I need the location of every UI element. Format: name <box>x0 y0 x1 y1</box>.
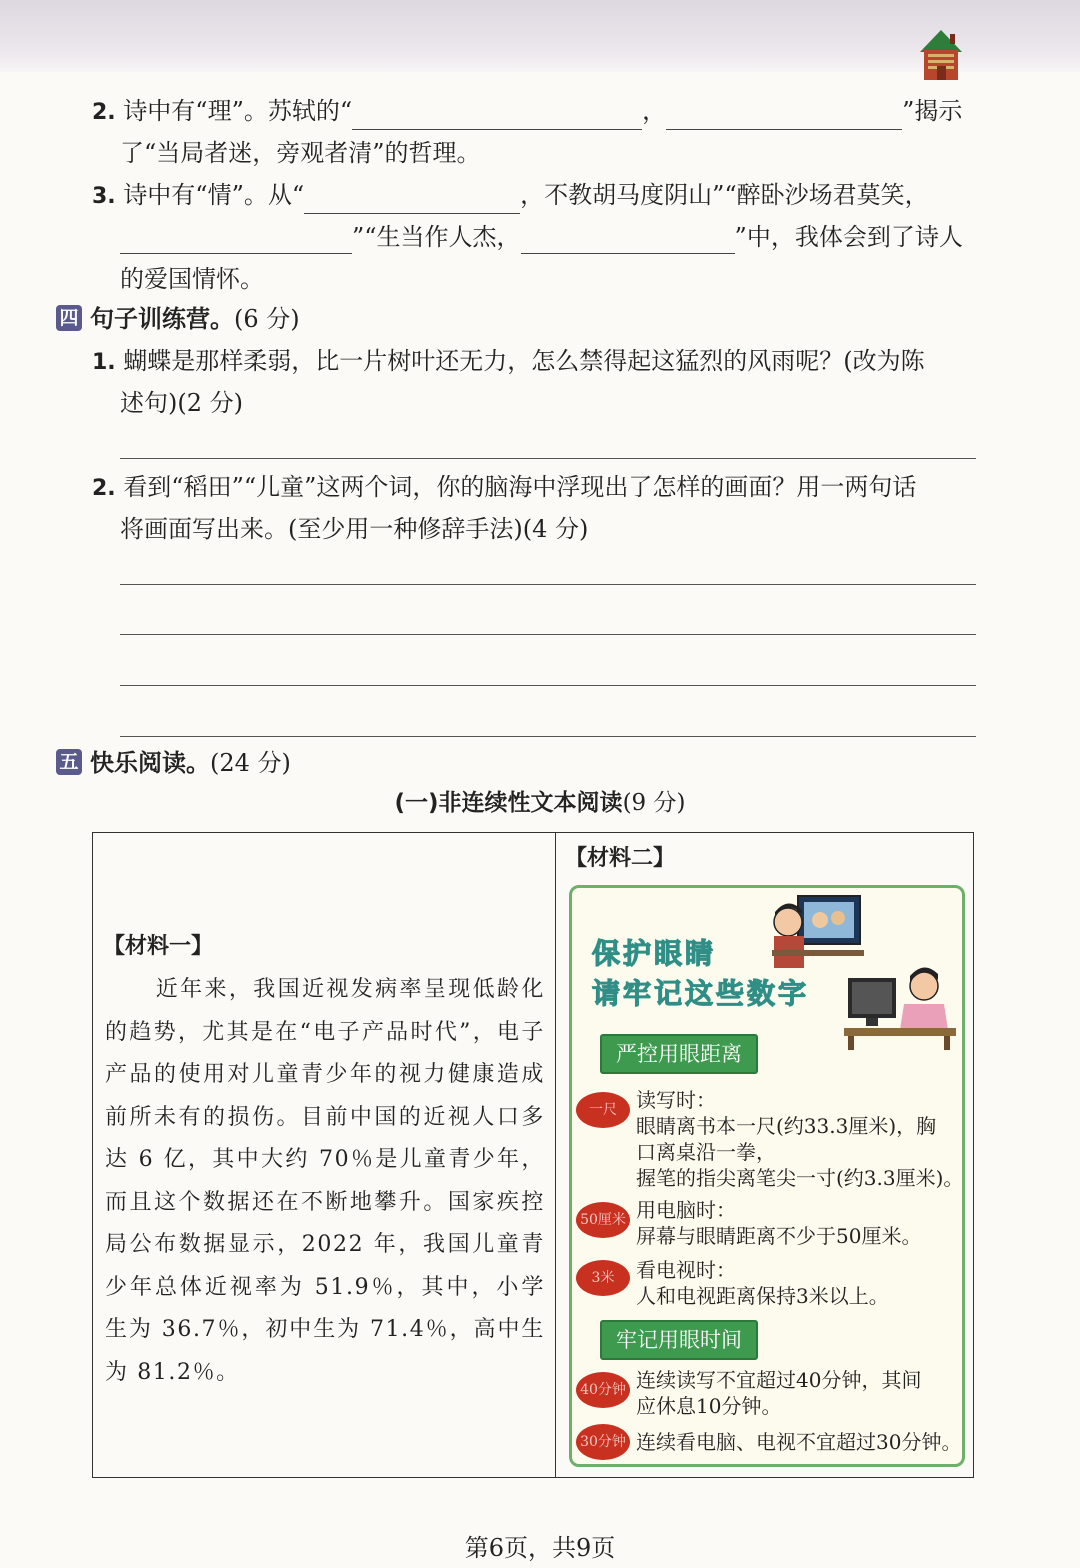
tv-title: 看电视时： <box>636 1258 736 1282</box>
tv-line-1: 人和电视距离保持3米以上。 <box>636 1284 889 1308</box>
poster-title-2: 请牢记这些数字 <box>592 977 810 1010</box>
poster-title-1: 保护眼睛 <box>592 937 717 970</box>
question-2-line-2: 了“当局者迷，旁观者清”的哲理。 <box>120 139 481 167</box>
section-4-question-2-line-2: 将画面写出来。(至少用一种修辞手法)(4 分) <box>120 515 589 543</box>
question-3: 3. 诗中有“情”。从“ ，不教胡马度阴山”“醉卧沙场君莫笑， <box>92 178 929 214</box>
answer-line[interactable] <box>120 736 976 737</box>
section-4-question-1: 1. 蝴蝶是那样柔弱，比一片树叶还无力，怎么禁得起这猛烈的风雨呢？(改为陈 <box>92 347 925 375</box>
reading-time-line-1: 连续读写不宜超过40分钟，其间 <box>636 1368 922 1392</box>
section-4-heading: 四 句子训练营。(6 分) <box>56 302 300 336</box>
reading-title: 读写时： <box>636 1088 716 1112</box>
reading-time-line-2: 应休息10分钟。 <box>636 1394 782 1418</box>
answer-blank[interactable] <box>521 225 735 254</box>
computer-line-1: 屏幕与眼睛距离不少于50厘米。 <box>636 1224 922 1248</box>
answer-blank[interactable] <box>352 101 642 130</box>
screen-time-badge: 30分钟 <box>576 1424 630 1460</box>
answer-line[interactable] <box>120 584 976 585</box>
computer-distance-badge: 50厘米 <box>576 1202 630 1238</box>
answer-line[interactable] <box>120 634 976 635</box>
reading-line-1: 眼睛离书本一尺(约33.3厘米)，胸 <box>636 1114 937 1138</box>
reading-time-badge: 40分钟 <box>576 1372 630 1408</box>
question-3-line-2: ”“生当作人杰， ”中，我体会到了诗人 <box>120 220 963 254</box>
eye-care-poster <box>569 885 965 1467</box>
material-1-label: 【材料一】 <box>103 934 214 959</box>
child-computer-illustration <box>844 960 956 1052</box>
reading-subtitle: (一)非连续性文本阅读(9 分) <box>394 790 686 816</box>
answer-blank[interactable] <box>120 225 352 254</box>
distance-section-label: 严控用眼距离 <box>600 1034 758 1074</box>
reading-materials-table <box>92 832 974 1478</box>
reading-distance-badge: 一尺 <box>576 1092 630 1128</box>
reading-line-3: 握笔的指尖离笔尖一寸(约3.3厘米)。 <box>636 1166 964 1190</box>
time-section-label: 牢记用眼时间 <box>600 1320 758 1360</box>
material-2-label: 【材料二】 <box>565 846 676 871</box>
table-divider <box>555 833 556 1477</box>
section-5-heading: 五 快乐阅读。(24 分) <box>56 746 291 780</box>
question-2: 2. 诗中有“理”。苏轼的“ ， ”揭示 <box>92 94 962 130</box>
answer-line[interactable] <box>120 458 976 459</box>
tv-distance-badge: 3米 <box>576 1260 630 1296</box>
screen-time-line-1: 连续看电脑、电视不宜超过30分钟。 <box>636 1430 962 1454</box>
answer-blank[interactable] <box>666 101 902 130</box>
question-3-line-3: 的爱国情怀。 <box>120 265 264 293</box>
computer-title: 用电脑时： <box>636 1198 736 1222</box>
house-icon <box>916 26 966 84</box>
answer-line[interactable] <box>120 685 976 686</box>
reading-line-2: 口离桌沿一拳， <box>636 1140 776 1164</box>
page-footer: 第6页，共9页 <box>464 1534 616 1562</box>
section-4-question-2: 2. 看到“稻田”“儿童”这两个词，你的脑海中浮现出了怎样的画面？用一两句话 <box>92 473 917 501</box>
material-1-text: 近年来，我国近视发病率呈现低龄化的趋势，尤其是在“电子产品时代”，电子产品的使用对儿童青少年的视力健康造成前所未有的损伤。目前中国的近视人口多达 6 亿，其中大约 70％是儿童青少年，而且这个数据还在不断地攀升。国家疾控局公布数据显示，2022 年，我国儿童青少年总体近视率为 51.9％，其中，小学生为 36.7％，初中生为 71.4％，高中生为 81.2％。 <box>105 977 545 1385</box>
answer-blank[interactable] <box>304 185 520 214</box>
section-4-question-1-line-2: 述句)(2 分) <box>120 389 243 417</box>
